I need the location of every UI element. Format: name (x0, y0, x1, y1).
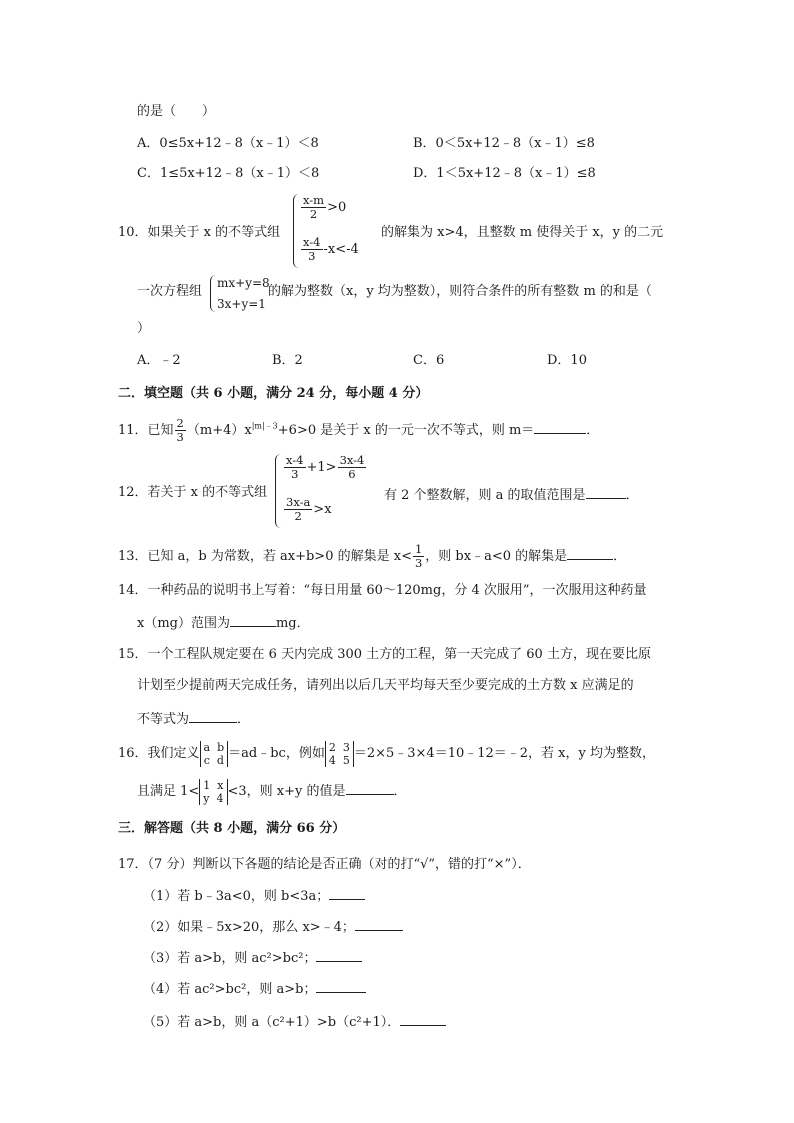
q9-option-c: C．1≤5x+12﹣8（x﹣1）＜8 (137, 166, 320, 181)
section-2-heading: 二．填空题（共 6 小题，满分 24 分，每小题 4 分） (118, 386, 429, 401)
q9-option-b: B．0＜5x+12﹣8（x﹣1）≤8 (413, 136, 595, 151)
q10-after: 的解集为 x>4，且整数 m 使得关于 x，y 的二元 (381, 225, 664, 240)
q12-ineq-2: $\frac{3x-a}{2}$ >x (286, 495, 332, 523)
q10-line2-lead: 一次方程组 (137, 284, 203, 299)
q10-option-d: D．10 (547, 353, 587, 368)
q16-determinant-example: 2 3 4 5 (325, 741, 354, 767)
q15-line1: 15．一个工程队规定要在 6 天内完成 300 土方的工程，第一天完成了 60 土方，现在要比原 (118, 647, 651, 662)
q9-option-a: A．0≤5x+12﹣8（x﹣1）＜8 (137, 136, 319, 151)
q16-answer-blank[interactable] (346, 780, 394, 795)
q12-after: 有 2 个整数解，则 a 的取值范围是 ． (384, 484, 639, 505)
q13-answer-blank[interactable] (567, 545, 613, 560)
q10-option-c: C．6 (413, 353, 445, 368)
q14-answer-blank[interactable] (230, 612, 276, 627)
q10-ineq-2: $\frac{x-4}{3}$ -x<-4 (303, 235, 359, 263)
q11-answer-blank[interactable] (534, 419, 586, 434)
q17-blank-1[interactable] (329, 885, 365, 900)
q11-text: 11．已知 $\frac{2}{3}$ $(m+4)x^{|m|﹣3}+6>0$ 是关于 x 的一元一次不等式，则 m＝ ． (118, 416, 600, 444)
q15-answer-blank[interactable] (189, 708, 237, 723)
q12-system-brace (275, 454, 282, 528)
q9-tail: 的是（ ） (137, 104, 216, 119)
q16-line1: 16．我们定义 a b c d ＝ad﹣bc，例如 2 3 4 5 ＝2×5﹣3×4＝10﹣12＝﹣2，若 x，y 均为整数， (118, 740, 655, 767)
q17-head: 17．（7 分）判断以下各题的结论是否正确（对的打“√”，错的打“×”）． (118, 857, 531, 872)
q17-blank-5[interactable] (400, 1011, 446, 1026)
q10-option-b: B．2 (272, 353, 303, 368)
q9-option-d: D．1＜5x+12﹣8（x﹣1）≤8 (413, 166, 596, 181)
q10-lead: 10．如果关于 x 的不等式组 (118, 225, 281, 240)
q10-line3: ） (137, 321, 151, 336)
q12-ineq-1: $\frac{x-4}{3}$ +1> $\frac{3x-4}{6}$ (286, 453, 365, 481)
q17-item-1: （1）若 b﹣3a<0，则 b<3a； (143, 885, 365, 906)
q10-eq-1: mx+y=8 (217, 276, 270, 290)
q17-blank-4[interactable] (316, 978, 366, 993)
q15-line3: 不等式为 ． (137, 708, 250, 729)
q17-item-5: （5）若 a>b，则 a（c²+1）>b（c²+1）． (143, 1011, 446, 1032)
q16-determinant-xy: 1 x y 4 (199, 779, 227, 805)
q16-line2: 且满足 1< 1 x y 4 <3，则 x+y 的值是 ． (137, 778, 407, 805)
q16-determinant-def: a b c d (200, 741, 229, 767)
q10-line2-after: 的解为整数（x，y 均为整数），则符合条件的所有整数 m 的和是（ (268, 284, 652, 299)
q15-line2: 计划至少提前两天完成任务，请列出以后几天平均每天至少要完成的土方数 x 应满足的 (137, 678, 634, 693)
q17-blank-3[interactable] (316, 947, 362, 962)
q17-item-4: （4）若 ac²>bc²，则 a>b； (143, 978, 366, 999)
q17-blank-2[interactable] (355, 916, 403, 931)
q10-system-brace (293, 194, 300, 268)
q14-line1: 14．一种药品的说明书上写着：“每日用量 60～120mg，分 4 次服用”，一次服用这种药量 (118, 583, 647, 598)
q10-equation-brace (210, 275, 216, 312)
q12-lead: 12．若关于 x 的不等式组 (118, 485, 268, 500)
q10-option-a: A．﹣2 (137, 353, 181, 368)
q13-text: 13．已知 a，b 为常数，若 ax+b>0 的解集是 x< $\frac{1}{3}$ ，则 bx﹣a<0 的解集是 ． (118, 542, 627, 570)
q17-item-3: （3）若 a>b，则 ac²>bc²； (143, 947, 362, 968)
q10-eq-2: 3x+y=1 (217, 297, 266, 311)
section-3-heading: 三．解答题（共 8 小题，满分 66 分） (118, 821, 346, 836)
q14-line2: x（mg）范围为 mg． (137, 612, 310, 633)
q17-item-2: （2）如果﹣5x>20，那么 x>﹣4； (143, 916, 403, 937)
q10-ineq-1: $\frac{x-m}{2}$ >0 (303, 193, 347, 221)
q12-answer-blank[interactable] (586, 484, 626, 499)
